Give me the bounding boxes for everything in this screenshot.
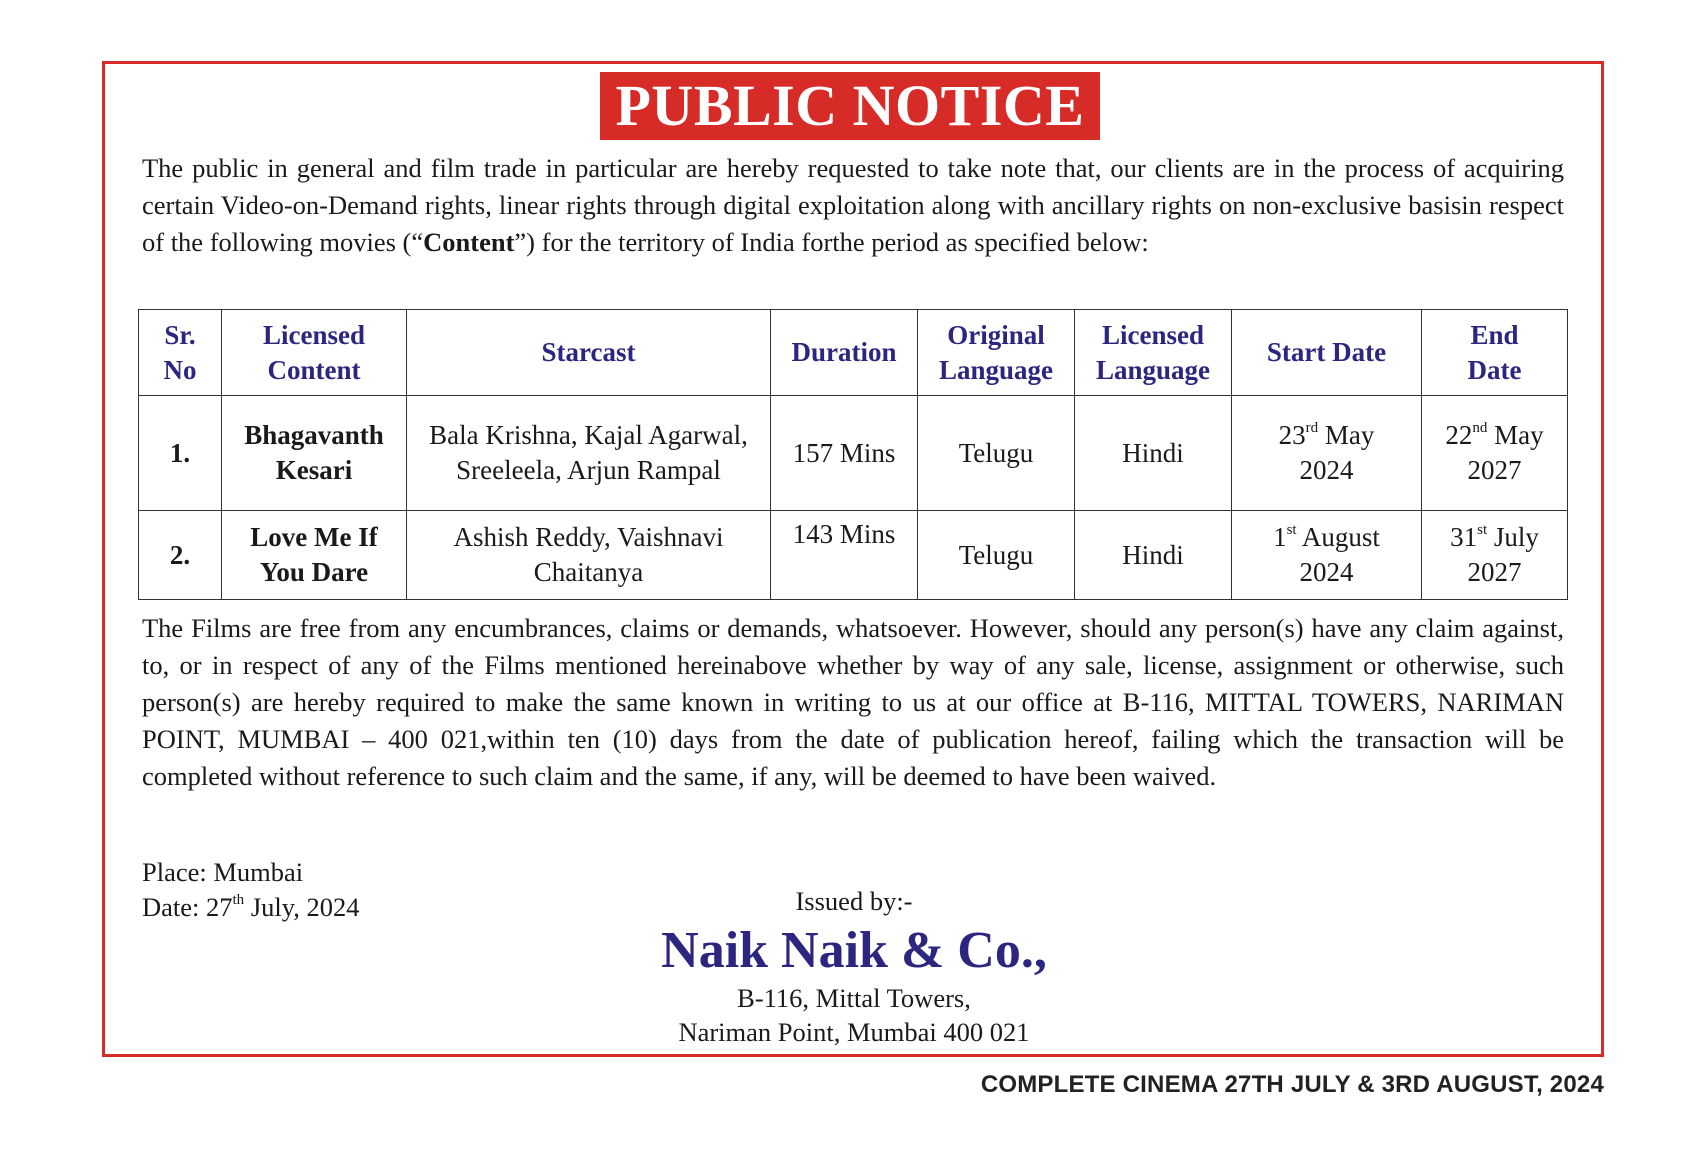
issued-by-label: Issued by:- — [795, 886, 913, 916]
firm-name: Naik Naik & Co., — [661, 922, 1047, 979]
place-line: Place: Mumbai — [142, 857, 304, 887]
header-licensed-content: Licensed Content — [222, 310, 407, 396]
address-line-2: Nariman Point, Mumbai 400 021 — [678, 1017, 1030, 1047]
header-sr-no: Sr. No — [139, 310, 222, 396]
cell-original-language: Telugu — [918, 511, 1075, 600]
cell-content: Love Me If You Dare — [222, 511, 407, 600]
header-original-language: Original Language — [918, 310, 1075, 396]
cell-original-language: Telugu — [918, 396, 1075, 511]
header-start-date: Start Date — [1232, 310, 1422, 396]
cell-licensed-language: Hindi — [1075, 511, 1232, 600]
header-licensed-language: Licensed Language — [1075, 310, 1232, 396]
cell-start-date: 23rd May 2024 — [1232, 396, 1422, 511]
closing-paragraph: The Films are free from any encumbrances, claims or demands, whatsoever. However, should any person(s) have any claim against, to, or in respect of any of the Films mentioned hereinabove whether by way of any sale, license, assignment or otherwise, such person(s) are hereby required to make the same known in writing to us at our office at B-116, MITTAL TOWERS, NARIMAN POINT, MUMBAI – 400 021,within ten (10) days from the date of publication hereof, failing which the transaction will be completed without reference to such claim and the same, if any, will be deemed to have been waived. — [142, 613, 1564, 791]
cell-duration: 143 Mins — [771, 511, 918, 600]
header-starcast: Starcast — [407, 310, 771, 396]
cell-start-date: 1st August 2024 — [1232, 511, 1422, 600]
publication-footer: COMPLETE CINEMA 27TH JULY & 3RD AUGUST, 2024 — [980, 1071, 1604, 1098]
cell-licensed-language: Hindi — [1075, 396, 1232, 511]
cell-end-date: 22nd May 2027 — [1422, 396, 1568, 511]
date-line: Date: 27th July, 2024 — [142, 892, 360, 922]
intro-text-after: ”) for the territory of India forthe period as specified below: — [514, 227, 1149, 257]
cell-starcast: Ashish Reddy, Vaishnavi Chaitanya — [407, 511, 771, 600]
notice-title: PUBLIC NOTICE — [600, 72, 1101, 140]
intro-text-before: The public in general and film trade in particular are hereby requested to take note that, our clients are in the process of acquiring certain Video-on-Demand rights, linear rights through digital exploitation along with ancillary rights on non-exclusive basisin respect of the following movies (“ — [142, 153, 1564, 257]
cell-starcast: Bala Krishna, Kajal Agarwal, Sreeleela, Arjun Rampal — [407, 396, 771, 511]
cell-sr: 2. — [139, 511, 222, 600]
cell-duration: 157 Mins — [771, 396, 918, 511]
title-wrap — [0, 72, 1700, 140]
table-row — [139, 511, 1568, 600]
header-duration: Duration — [771, 310, 918, 396]
firm-address — [0, 981, 1700, 1049]
intro-paragraph — [142, 150, 1564, 261]
intro-text-bold: Content — [423, 227, 515, 257]
cell-end-date: 31st July 2027 — [1422, 511, 1568, 600]
cell-sr: 1. — [139, 396, 222, 511]
address-line-1: B-116, Mittal Towers, — [737, 983, 971, 1013]
films-table — [138, 309, 1568, 600]
table-row — [139, 396, 1568, 511]
cell-content: Bhagavanth Kesari — [222, 396, 407, 511]
header-end-date: End Date — [1422, 310, 1568, 396]
table-header-row — [139, 310, 1568, 396]
